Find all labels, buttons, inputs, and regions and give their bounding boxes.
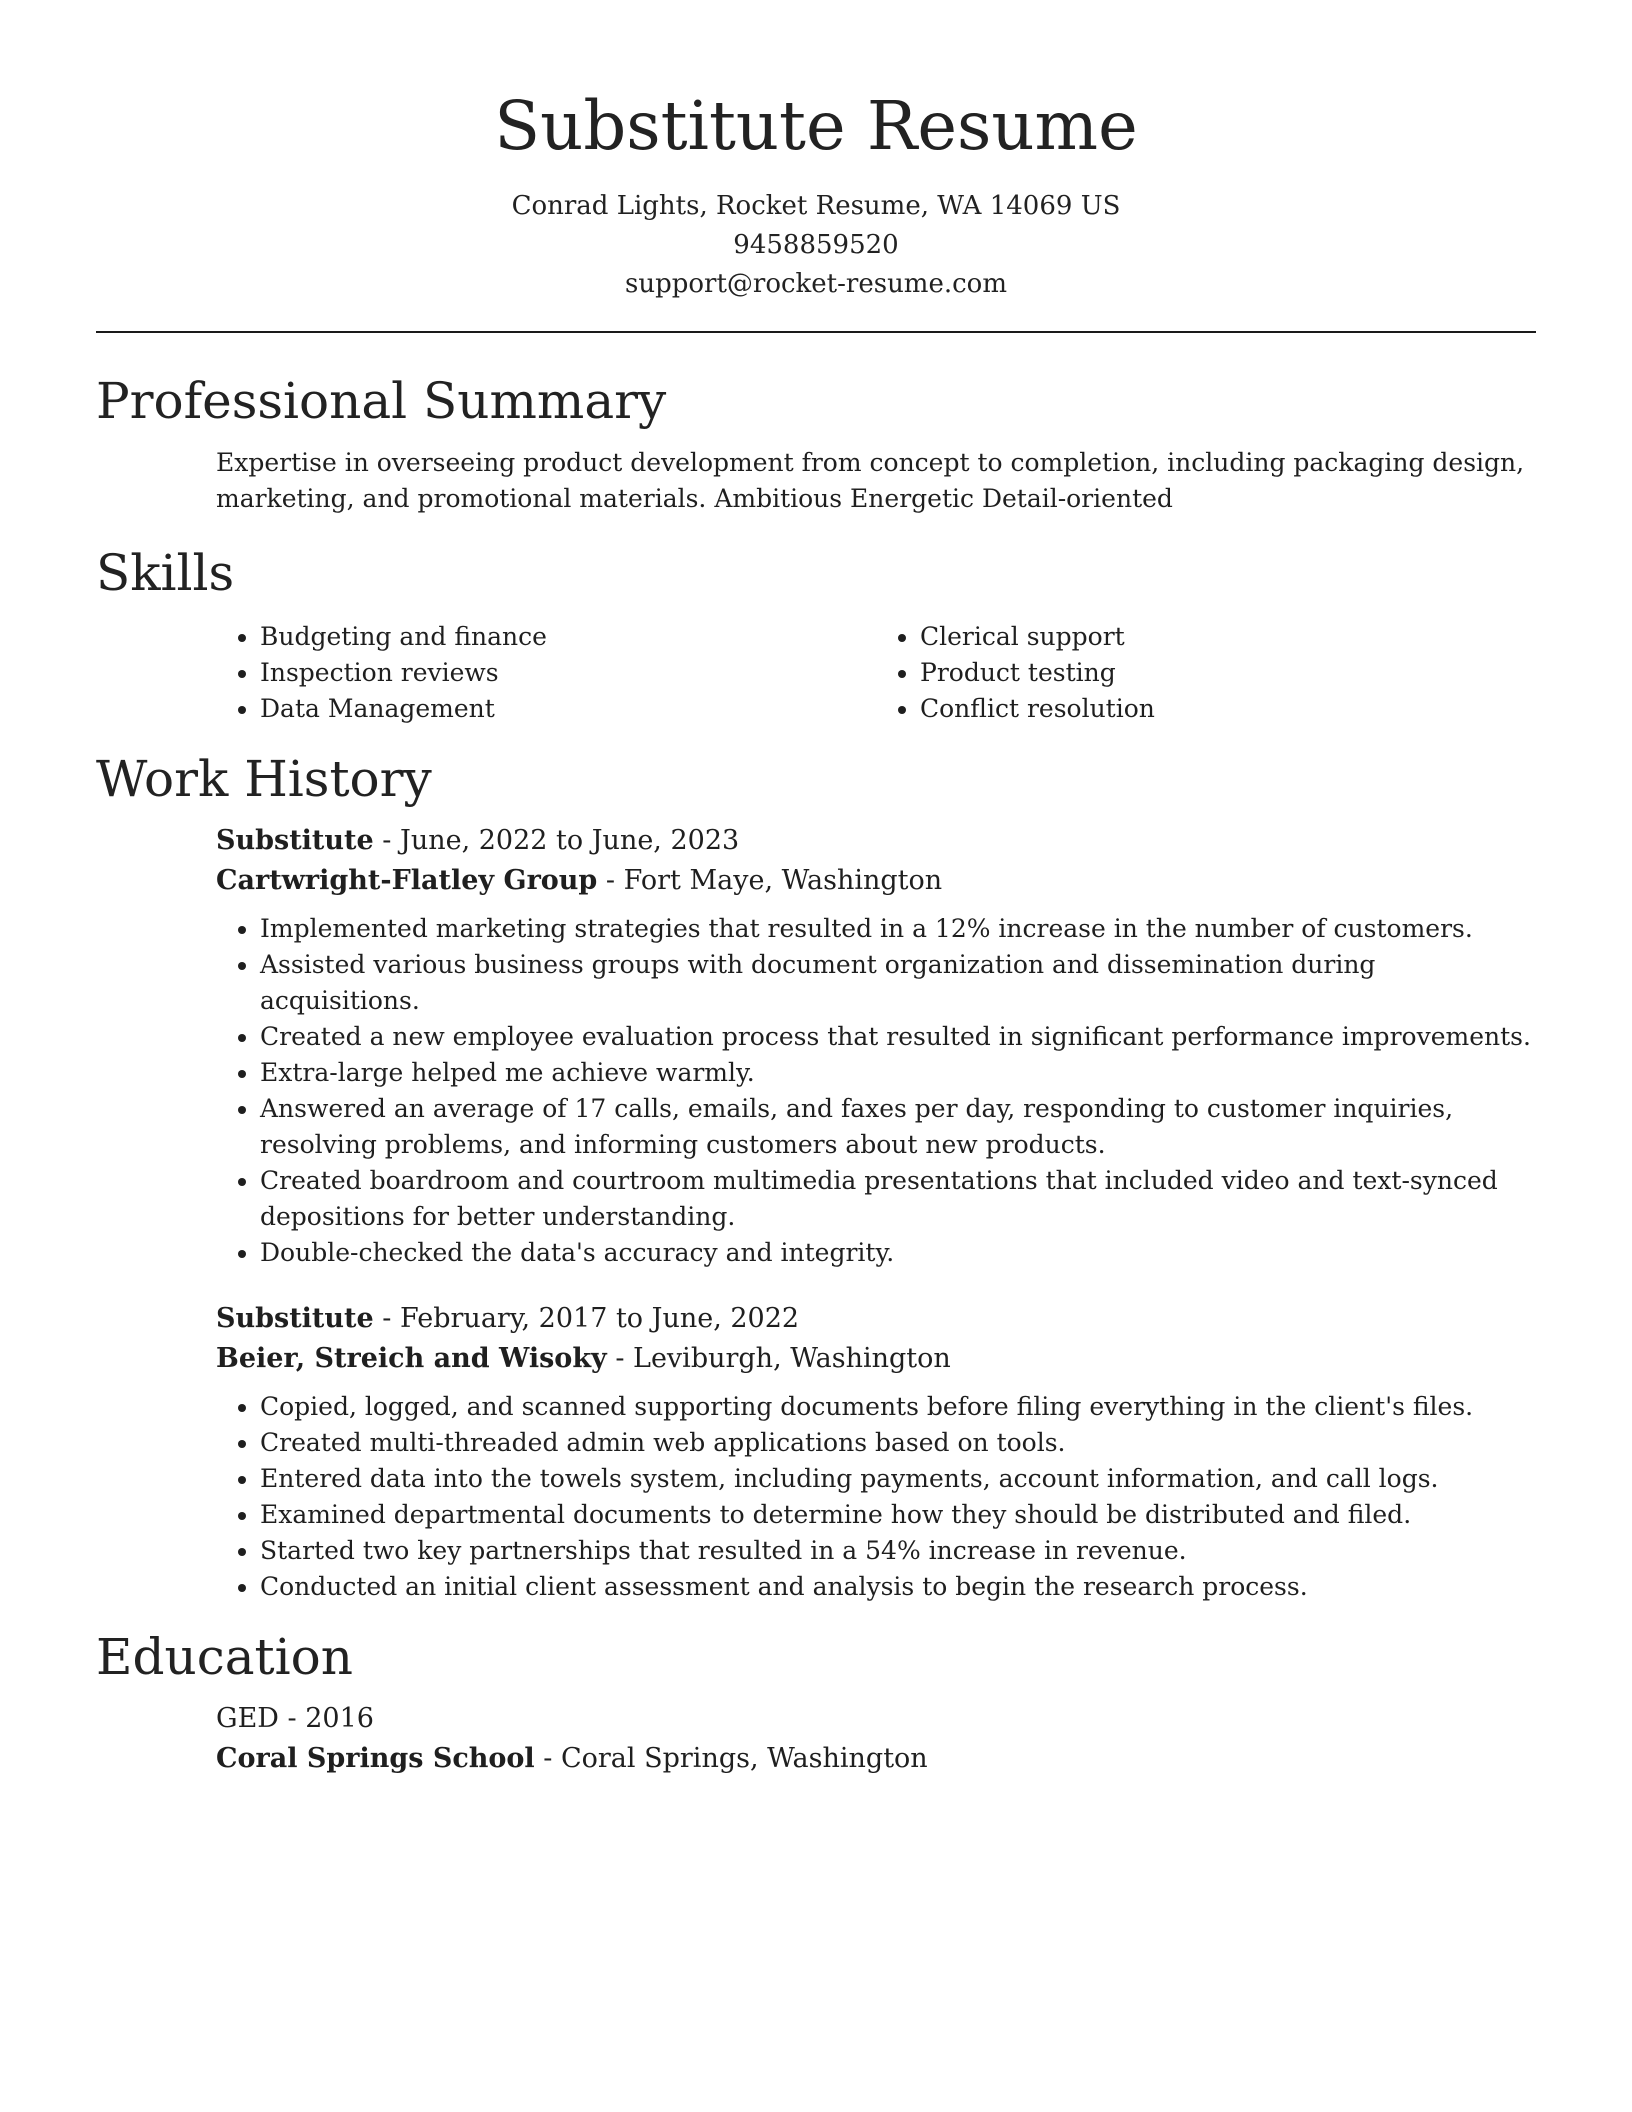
contact-email: support@rocket-resume.com: [624, 269, 1007, 300]
education-school-line: [216, 1739, 1536, 1779]
skills-list-left: [216, 619, 876, 727]
job-company-line: [216, 861, 1536, 901]
job-bullet: • Created multi-threaded admin web applications based on tools.: [260, 1425, 1536, 1461]
job-bullet: • Started two key partnerships that resulted in a 54% increase in revenue.: [260, 1533, 1536, 1569]
skills-body: [96, 619, 1536, 727]
skill-item: • Clerical support: [920, 619, 1536, 655]
contact-address: Conrad Lights, Rocket Resume, WA 14069 US: [511, 191, 1121, 222]
summary-text: Expertise in overseeing product development from concept to completion, including packaging design, marketing, and promotional materials. Ambitious Energetic Detail-oriented: [216, 448, 1525, 514]
education-year: - 2016: [287, 1703, 374, 1735]
header-divider: [96, 331, 1536, 333]
job-bullets: [216, 1389, 1536, 1605]
summary-body: [96, 445, 1536, 517]
work-history-section: [96, 749, 1536, 1605]
job-company: Cartwright-Flatley Group: [216, 865, 598, 897]
job-company: Beier, Streich and Wisoky: [216, 1343, 607, 1375]
job-dates: - February, 2017 to June, 2022: [382, 1303, 800, 1335]
education-degree: GED: [216, 1703, 279, 1735]
job-bullet: • Answered an average of 17 calls, emails, and faxes per day, responding to customer inquiries, resolving problems, and informing customers about new products.: [260, 1091, 1536, 1163]
education-location: - Coral Springs, Washington: [543, 1743, 928, 1775]
skills-grid: [216, 619, 1536, 727]
job-title-line: [216, 1299, 1536, 1339]
work-history-body: [96, 821, 1536, 1605]
job-bullet: • Assisted various business groups with document organization and dissemination during acquisitions.: [260, 947, 1536, 1019]
job-title: Substitute: [216, 1303, 374, 1335]
resume-header: [96, 88, 1536, 304]
skill-item: • Conflict resolution: [920, 691, 1536, 727]
job-bullet: • Created boardroom and courtroom multimedia presentations that included video and text-synced depositions for better understanding.: [260, 1163, 1536, 1235]
job-location: - Fort Maye, Washington: [605, 865, 943, 897]
job-bullet: • Conducted an initial client assessment and analysis to begin the research process.: [260, 1569, 1536, 1605]
job-bullet: • Created a new employee evaluation process that resulted in significant performance improvements.: [260, 1019, 1536, 1055]
resume-title: Substitute Resume: [494, 87, 1138, 165]
job-bullets: [216, 911, 1536, 1271]
job-bullet: • Examined departmental documents to determine how they should be distributed and filed.: [260, 1497, 1536, 1533]
job-title-line: [216, 821, 1536, 861]
job-bullet: • Implemented marketing strategies that resulted in a 12% increase in the number of customers.: [260, 911, 1536, 947]
education-school: Coral Springs School: [216, 1743, 535, 1775]
job-company-line: [216, 1339, 1536, 1379]
skills-section: [96, 543, 1536, 727]
skill-item: • Product testing: [920, 655, 1536, 691]
education-heading: Education: [96, 1628, 353, 1687]
contact-info: [96, 187, 1536, 304]
summary-heading: Professional Summary: [96, 372, 667, 431]
skill-item: • Data Management: [260, 691, 876, 727]
skills-heading: Skills: [96, 544, 235, 603]
contact-phone: 9458859520: [733, 230, 899, 261]
job-bullet: • Extra-large helped me achieve warmly.: [260, 1055, 1536, 1091]
job-entry: [216, 1299, 1536, 1605]
job-location: - Leviburgh, Washington: [615, 1343, 951, 1375]
job-bullet: • Double-checked the data's accuracy and integrity.: [260, 1235, 1536, 1271]
skills-list-right: [876, 619, 1536, 727]
education-body: [96, 1699, 1536, 1779]
skill-item: • Inspection reviews: [260, 655, 876, 691]
job-bullet: • Copied, logged, and scanned supporting documents before filing everything in the client's files.: [260, 1389, 1536, 1425]
education-degree-line: [216, 1699, 1536, 1739]
job-entry: [216, 821, 1536, 1271]
education-section: [96, 1627, 1536, 1779]
job-bullet: • Entered data into the towels system, including payments, account information, and call logs.: [260, 1461, 1536, 1497]
job-dates: - June, 2022 to June, 2023: [382, 825, 740, 857]
job-title: Substitute: [216, 825, 374, 857]
work-history-heading: Work History: [96, 750, 432, 809]
summary-section: [96, 371, 1536, 517]
skill-item: • Budgeting and finance: [260, 619, 876, 655]
